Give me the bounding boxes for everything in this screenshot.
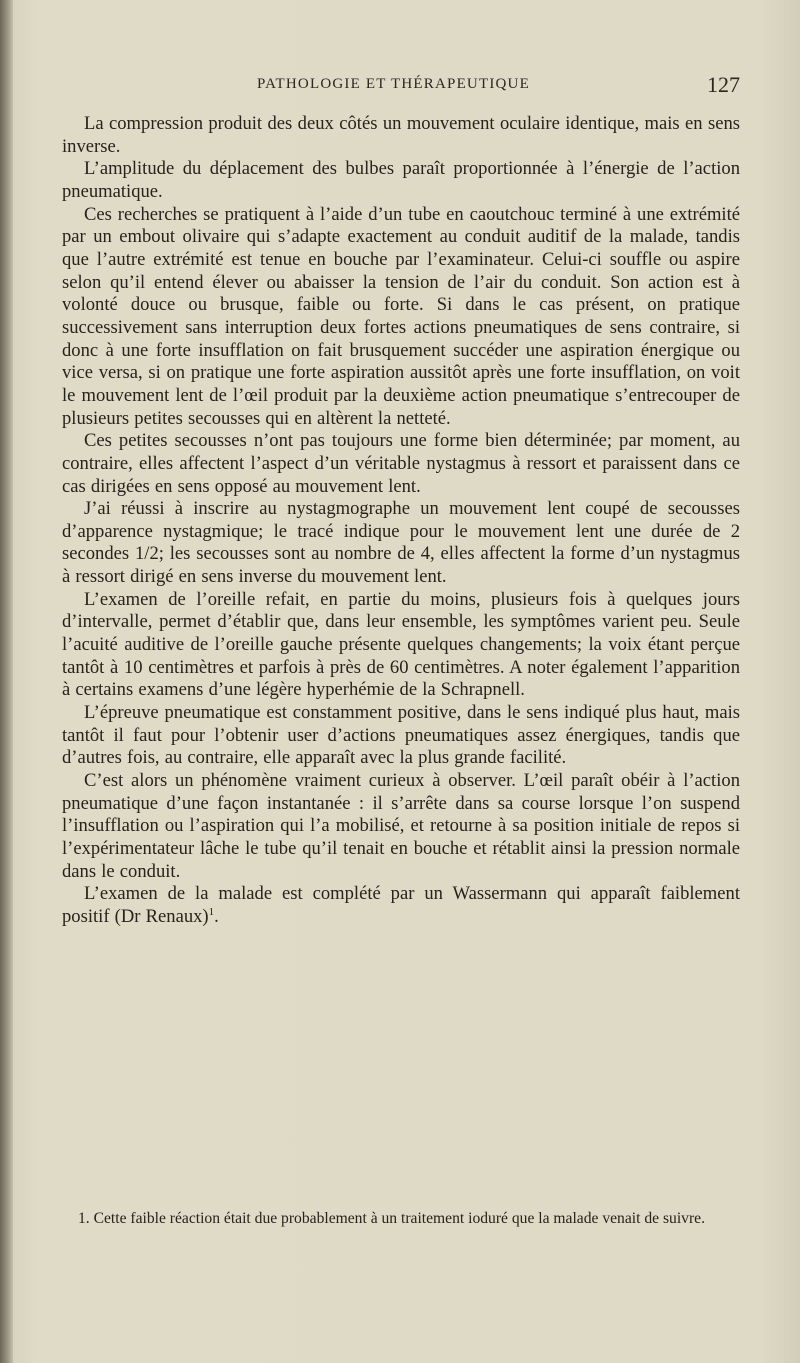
last-paragraph-text: L’examen de la malade est complété par un Wassermann qui apparaît faiblement positif (Dr Renaux) <box>62 883 740 927</box>
last-paragraph-end: . <box>214 905 219 927</box>
page-header <box>62 72 740 102</box>
footnote-text: 1. Cette faible réaction était due probablement à un traitement ioduré que la malade venait de suivre. <box>78 1210 705 1227</box>
paragraph: La compression produit des deux côtés un mouvement oculaire identique, mais en sens inverse. <box>62 113 740 157</box>
paragraph: Ces petites secousses n’ont pas toujours une forme bien déterminée; par moment, au contraire, elles affectent l’aspect d’un véritable nystagmus à ressort et paraissent dans ce cas dirigées en sens opposé au mouvement lent. <box>62 430 740 497</box>
paragraph: L’épreuve pneumatique est constamment positive, dans le sens indiqué plus haut, mais tantôt il faut pour l’obtenir user d’actions pneumatiques assez énergiques, tandis que d’autres fois, au contraire, elle apparaît avec la plus grande facilité. <box>62 702 740 769</box>
paragraph: C’est alors un phénomène vraiment curieux à observer. L’œil paraît obéir à l’action pneumatique d’une façon instantanée : il s’arrête dans sa course lorsque l’on suspend l’insufflation ou l’aspiration qui l’a mobilisé, et retourne à sa position initiale de repos si l’expérimentateur lâche le tube qu’il tenait en bouche et rétablit ainsi la pression normale dans le conduit. <box>62 770 740 882</box>
paragraph: Ces recherches se pratiquent à l’aide d’un tube en caoutchouc terminé à une extrémité par un embout olivaire qui s’adapte exactement au conduit auditif de la malade, tandis que l’autre extrémité est tenue en bouche par l’examinateur. Celui-ci souffle ou aspire selon qu’il entend élever ou abaisser la tension de l’air du conduit. Son action est à volonté douce ou brusque, faible ou forte. Si dans le cas présent, on pratique successivement sans interruption deux fortes actions pneumatiques de sens contraire, si donc à une forte insufflation on fait brusquement succéder une aspiration énergique ou vice versa, si on pratique une forte aspiration aussitôt après une forte insufflation, on voit le mouvement lent de l’œil produit par la deuxième action pneumatique s’entrecouper de plusieurs petites secousses qui en altèrent la netteté. <box>62 203 740 429</box>
last-paragraph <box>62 883 740 928</box>
page-binding-edge <box>0 0 13 1363</box>
paragraph: L’amplitude du déplacement des bulbes paraît proportionnée à l’énergie de l’action pneumatique. <box>62 158 740 202</box>
running-title: PATHOLOGIE ET THÉRAPEUTIQUE <box>257 76 530 92</box>
paragraph: J’ai réussi à inscrire au nystagmographe un mouvement lent coupé de secousses d’apparence nystagmique; le tracé indique pour le mouvement lent une durée de 2 secondes 1/2; les secousses sont au nombre de 4, elles affectent la forme d’un nystagmus à ressort dirigé en sens inverse du mouvement lent. <box>62 498 740 588</box>
page-number: 127 <box>707 72 740 97</box>
footnote-reference[interactable]: 1 <box>208 905 215 918</box>
paragraph: L’examen de l’oreille refait, en partie du moins, plusieurs fois à quelques jours d’intervalle, permet d’établir que, dans leur ensemble, les symptômes varient peu. Seule l’acuité auditive de l’oreille gauche présente quelques changements; la voix étant perçue tantôt à 10 centimètres et parfois à près de 60 centimètres. A noter également l’apparition à certains examens d’une légère hyperhémie de la Schrapnell. <box>62 588 740 701</box>
body-text <box>62 113 740 929</box>
footnote <box>62 1208 740 1229</box>
